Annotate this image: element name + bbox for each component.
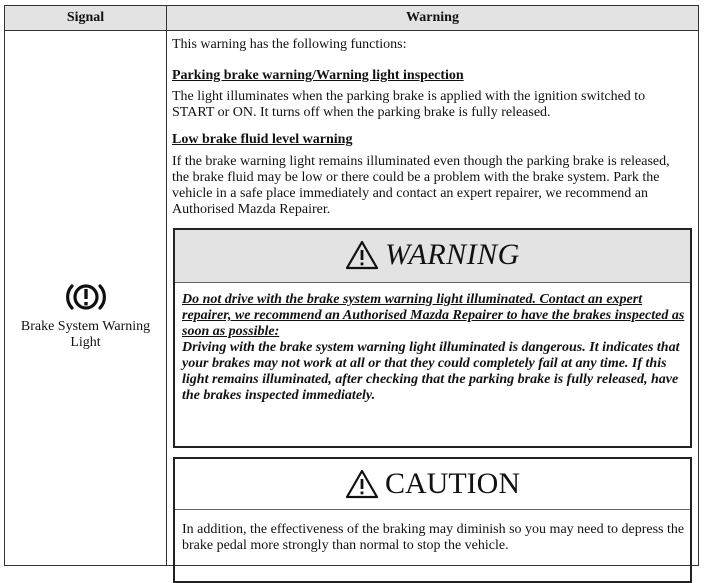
caution-body-text: In addition, the effectiveness of the braking may diminish so you may need to depress the brake pedal more strongly than normal to stop the vehicle. [182, 522, 685, 553]
signal-label-line2: Light [70, 335, 101, 350]
warning-intro: This warning has the following functions: [172, 37, 407, 52]
warning-underlined-text: Do not drive with the brake system warning light illuminated. Contact an expert repairer, we recommend an Authorised Mazda Repairer to have the brakes inspected as soon as possible: [182, 292, 685, 339]
caution-box-header [175, 459, 690, 510]
signal-warning-table [4, 5, 699, 566]
caution-box [173, 457, 692, 583]
signal-column-header: Signal [66, 10, 105, 25]
section1-text: The light illuminates when the parking brake is applied with the ignition switched to START or ON. It turns off when the parking brake is fully released. [172, 89, 646, 120]
warning-body-text: Driving with the brake system warning light illuminated is dangerous. It indicates that your brakes may not work at all or that they could completely fail at any time. If this light remains illuminated, after checking that the parking brake is fully released, have the brakes inspected immediately. [182, 340, 680, 403]
table-header-row [5, 6, 698, 31]
warning-box-header [175, 230, 690, 283]
signal-label-line1: Brake System Warning [20, 319, 151, 334]
signal-cell [5, 31, 166, 565]
warning-column-header: Warning [406, 10, 459, 25]
warning-box-body [182, 292, 687, 404]
caution-triangle-icon [345, 469, 379, 499]
warning-triangle-icon [345, 240, 379, 270]
brake-system-warning-icon [63, 280, 109, 314]
warning-box [173, 228, 692, 448]
section2-text: If the brake warning light remains illuminated even though the parking brake is released, the brake fluid may be low or there could be a problem with the brake system. Park the vehicle in a safe place immediately and contact an expert repairer, we recommend an Authorised Mazda Repairer. [172, 154, 670, 217]
signal-label [5, 319, 166, 351]
section1-heading: Parking brake warning/Warning light inspection [172, 68, 464, 83]
warning-title: WARNING [385, 238, 520, 271]
section2-heading: Low brake fluid level warning [172, 132, 353, 147]
caution-title: CAUTION [385, 467, 520, 500]
warning-cell [167, 31, 698, 565]
